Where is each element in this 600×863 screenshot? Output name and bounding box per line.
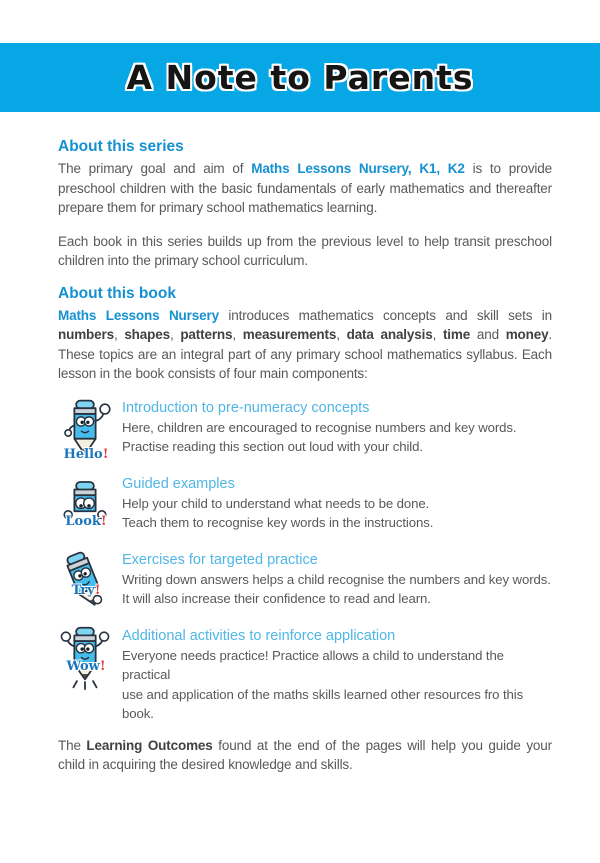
section-title-introduction: Introduction to pre-numeracy concepts [122,399,370,416]
component-row-guided-examples [58,474,552,538]
component-row-introduction [58,398,552,462]
section-title-guided-examples: Guided examples [122,475,235,492]
section-body-line: Here, children are encouraged to recognise numbers and key words. [122,419,517,435]
section-body-line: It will also increase their confidence to read and learn. [122,591,431,606]
section-body-line: Teach them to recognise key words in the instructions. [122,515,434,530]
wow-pencil-mascot-icon [58,626,114,690]
lesson-components-list [58,398,552,724]
section-body-line: Help your child to understand what needs to be done. [122,495,430,511]
try-badge-label: Try! [71,582,101,598]
book-page [0,43,600,863]
section-title-additional-activities: Additional activities to reinforce application [122,627,396,644]
page-title-banner [0,43,600,112]
section-body-line: Writing down answers helps a child recognise the numbers and key words. [122,571,551,587]
hello-pencil-mascot-icon [58,398,114,462]
wow-badge-label: Wow! [66,658,106,674]
look-badge-label: Look! [65,513,107,529]
page-title: A Note to Parents [126,58,474,97]
learning-outcomes-paragraph: The Learning Outcomes found at the end of the pages will help you guide your child in acquiring the desired knowledge and skills. [58,737,552,772]
heading-about-series: About this series [58,138,184,155]
book-paragraph: Maths Lessons Nursery introduces mathematics concepts and skill sets in numbers, shapes, patterns, measurements, data analysis, time and money. These topics are an integral part of any primary school mathematics syllabus. Each lesson in the book consists of four main components: [58,307,553,381]
section-body-line: Everyone needs practice! Practice allows a child to understand the practical [122,647,504,682]
try-pencil-mascot-icon [58,550,114,614]
section-body-line: use and application of the maths skills learned other resources fro this book. [122,686,524,721]
series-paragraph-1: The primary goal and aim of Maths Lessons Nursery, K1, K2 is to provide preschool children with the basic fundamentals of early mathematics and thereafter prepare them for primary school mathematics learning. [58,161,552,215]
section-title-exercises: Exercises for targeted practice [122,551,318,568]
section-body-line: Practise reading this section out loud with your child. [122,439,423,454]
component-row-exercises [58,550,552,614]
hello-badge-label: Hello! [63,446,109,462]
look-pencil-mascot-icon [58,474,114,538]
heading-about-book: About this book [58,284,176,302]
page-content [0,112,600,775]
series-paragraph-2: Each book in this series builds up from the previous level to help transit preschool children into the primary school curriculum. [58,233,552,268]
component-row-additional-activities [58,626,552,724]
